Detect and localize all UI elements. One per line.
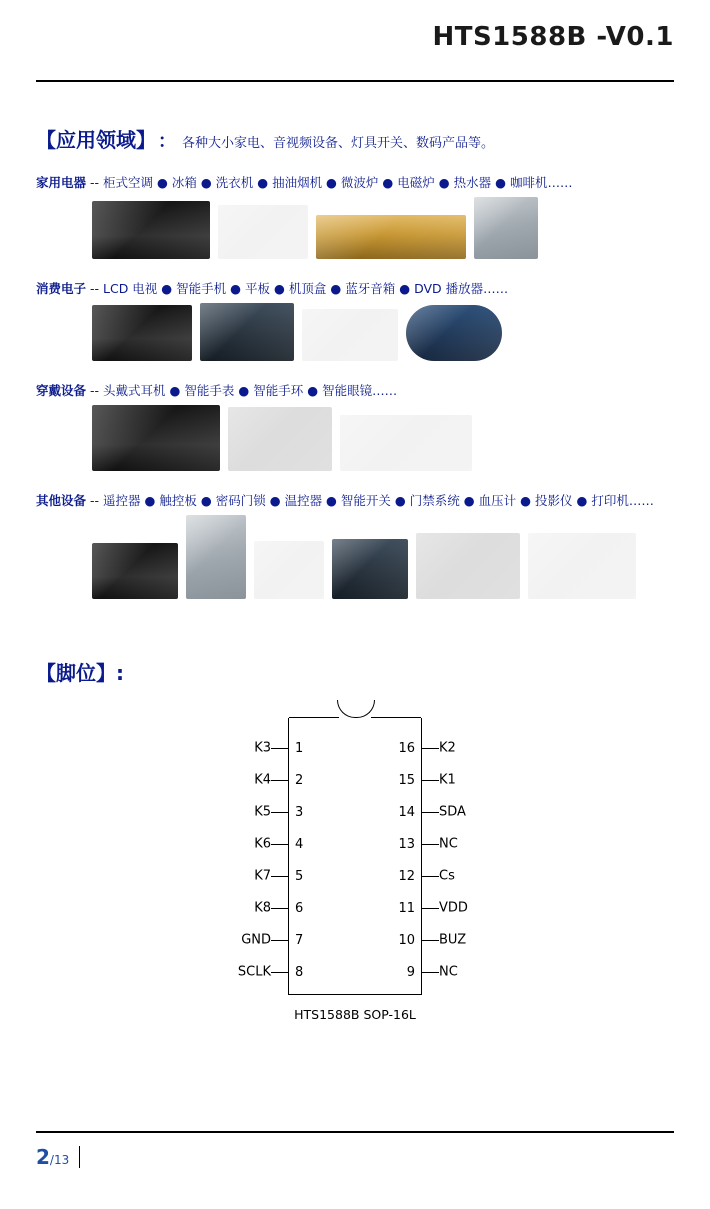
pin-label-right: Cs: [439, 868, 455, 884]
pin-label-right: SDA: [439, 804, 466, 820]
category-image-row: [36, 197, 674, 259]
pin-label-left: K5: [254, 804, 271, 820]
category-items: LCD 电视 ● 智能手机 ● 平板 ● 机顶盒 ● 蓝牙音箱 ● DVD 播放器……: [103, 281, 509, 296]
pin-label-left: K6: [254, 836, 271, 852]
pin-label-left: SCLK: [237, 964, 271, 980]
category-line: [36, 491, 674, 509]
category-dash: --: [90, 175, 100, 190]
pin-number-left: 8: [295, 964, 304, 980]
footer-vertical-rule: [79, 1146, 80, 1168]
water-heater-photo: [316, 215, 466, 259]
pin-row: [254, 764, 456, 796]
category-items: 头戴式耳机 ● 智能手表 ● 智能手环 ● 智能眼镜……: [103, 383, 398, 398]
chip-body: [237, 718, 468, 995]
pin-row: [237, 956, 458, 988]
pin-number-right: 12: [398, 868, 415, 884]
induction-cooker-photo: [218, 205, 308, 259]
pin-number-left: 4: [295, 836, 304, 852]
document-header: [36, 0, 674, 52]
smart-glasses-photo: [340, 415, 472, 471]
pin-label-right: BUZ: [439, 932, 467, 948]
thermostat-photo: [254, 541, 324, 599]
pin-number-right: 13: [398, 836, 415, 852]
pin-row: [254, 796, 466, 828]
application-section-title: 【应用领域】: [36, 128, 156, 152]
remote-control-photo: [92, 543, 178, 599]
pin-label-right: NC: [439, 836, 458, 852]
pin-number-left: 3: [295, 804, 304, 820]
category-line: [36, 381, 674, 399]
header-divider: [36, 80, 674, 82]
pin-label-left: GND: [241, 932, 271, 948]
category-block-consumer-electronics: [36, 279, 674, 361]
pin-number-right: 10: [398, 932, 415, 948]
pin-number-right: 14: [398, 804, 415, 820]
category-image-row: [36, 405, 674, 471]
pin-number-right: 11: [398, 900, 415, 916]
lcd-tv-photo: [92, 305, 192, 361]
category-dash: --: [90, 281, 100, 296]
document-title: HTS1588B -V0.1: [432, 22, 674, 52]
pin-label-left: K7: [254, 868, 271, 884]
footer-page-total: /13: [49, 1153, 70, 1167]
category-dash: --: [90, 383, 100, 398]
chip-caption: HTS1588B SOP-16L: [294, 1007, 416, 1022]
category-line: [36, 279, 674, 297]
page-footer: [36, 1145, 80, 1169]
pin-label-right: VDD: [439, 900, 468, 916]
pin-label-right: K1: [439, 772, 456, 788]
printer-photo: [528, 533, 636, 599]
category-items: 柜式空调 ● 冰箱 ● 洗衣机 ● 抽油烟机 ● 微波炉 ● 电磁炉 ● 热水器 ● 咖啡机……: [103, 175, 573, 190]
pin-number-left: 7: [295, 932, 304, 948]
pin-row: [254, 732, 456, 764]
pin-label-right: NC: [439, 964, 458, 980]
category-name: 家用电器: [36, 175, 87, 190]
category-dash: --: [90, 493, 100, 508]
pin-label-left: K4: [254, 772, 271, 788]
chip-notch: [289, 704, 421, 718]
pin-row: [241, 924, 467, 956]
category-image-row: [36, 303, 674, 361]
pin-row: [254, 828, 458, 860]
bluetooth-speaker-photo: [406, 305, 502, 361]
set-top-box-photo: [302, 309, 398, 361]
smartwatch-photo: [228, 407, 332, 471]
pin-number-right: 15: [398, 772, 415, 788]
category-image-row: [36, 515, 674, 599]
category-name: 消费电子: [36, 281, 87, 296]
pin-number-left: 5: [295, 868, 304, 884]
headphones-photo: [92, 405, 220, 471]
pin-number-left: 2: [295, 772, 304, 788]
pin-row: [254, 892, 468, 924]
smart-switch-photo: [332, 539, 408, 599]
pin-label-right: K2: [439, 740, 456, 756]
pin-label-left: K8: [254, 900, 271, 916]
footer-divider: [36, 1131, 674, 1133]
pin-number-left: 6: [295, 900, 304, 916]
smartphone-photo: [200, 303, 294, 361]
chip-diagram: [36, 704, 674, 1022]
pin-label-left: K3: [254, 740, 271, 756]
application-section-description: 各种大小家电、音视频设备、灯具开关、数码产品等。: [182, 136, 495, 151]
category-line: [36, 173, 674, 191]
application-section-heading: [36, 124, 674, 153]
pin-number-right: 9: [406, 964, 415, 980]
pinout-section-title: 【脚位】:: [36, 661, 124, 685]
category-name: 穿戴设备: [36, 383, 87, 398]
footer-page-number: 2: [36, 1145, 50, 1169]
pin-number-left: 1: [295, 740, 304, 756]
category-name: 其他设备: [36, 493, 87, 508]
category-items: 遥控器 ● 触控板 ● 密码门锁 ● 温控器 ● 智能开关 ● 门禁系统 ● 血压计 ● 投影仪 ● 打印机……: [103, 493, 654, 508]
air-conditioner-photo: [92, 201, 210, 259]
coffee-machine-photo: [474, 197, 538, 259]
pin-row: [254, 860, 455, 892]
category-block-home-appliance: [36, 173, 674, 259]
application-section-colon: ：: [158, 131, 176, 151]
door-lock-photo: [186, 515, 246, 599]
category-block-wearables: [36, 381, 674, 471]
pin-number-right: 16: [398, 740, 415, 756]
category-block-other-devices: [36, 491, 674, 599]
blood-pressure-monitor-photo: [416, 533, 520, 599]
